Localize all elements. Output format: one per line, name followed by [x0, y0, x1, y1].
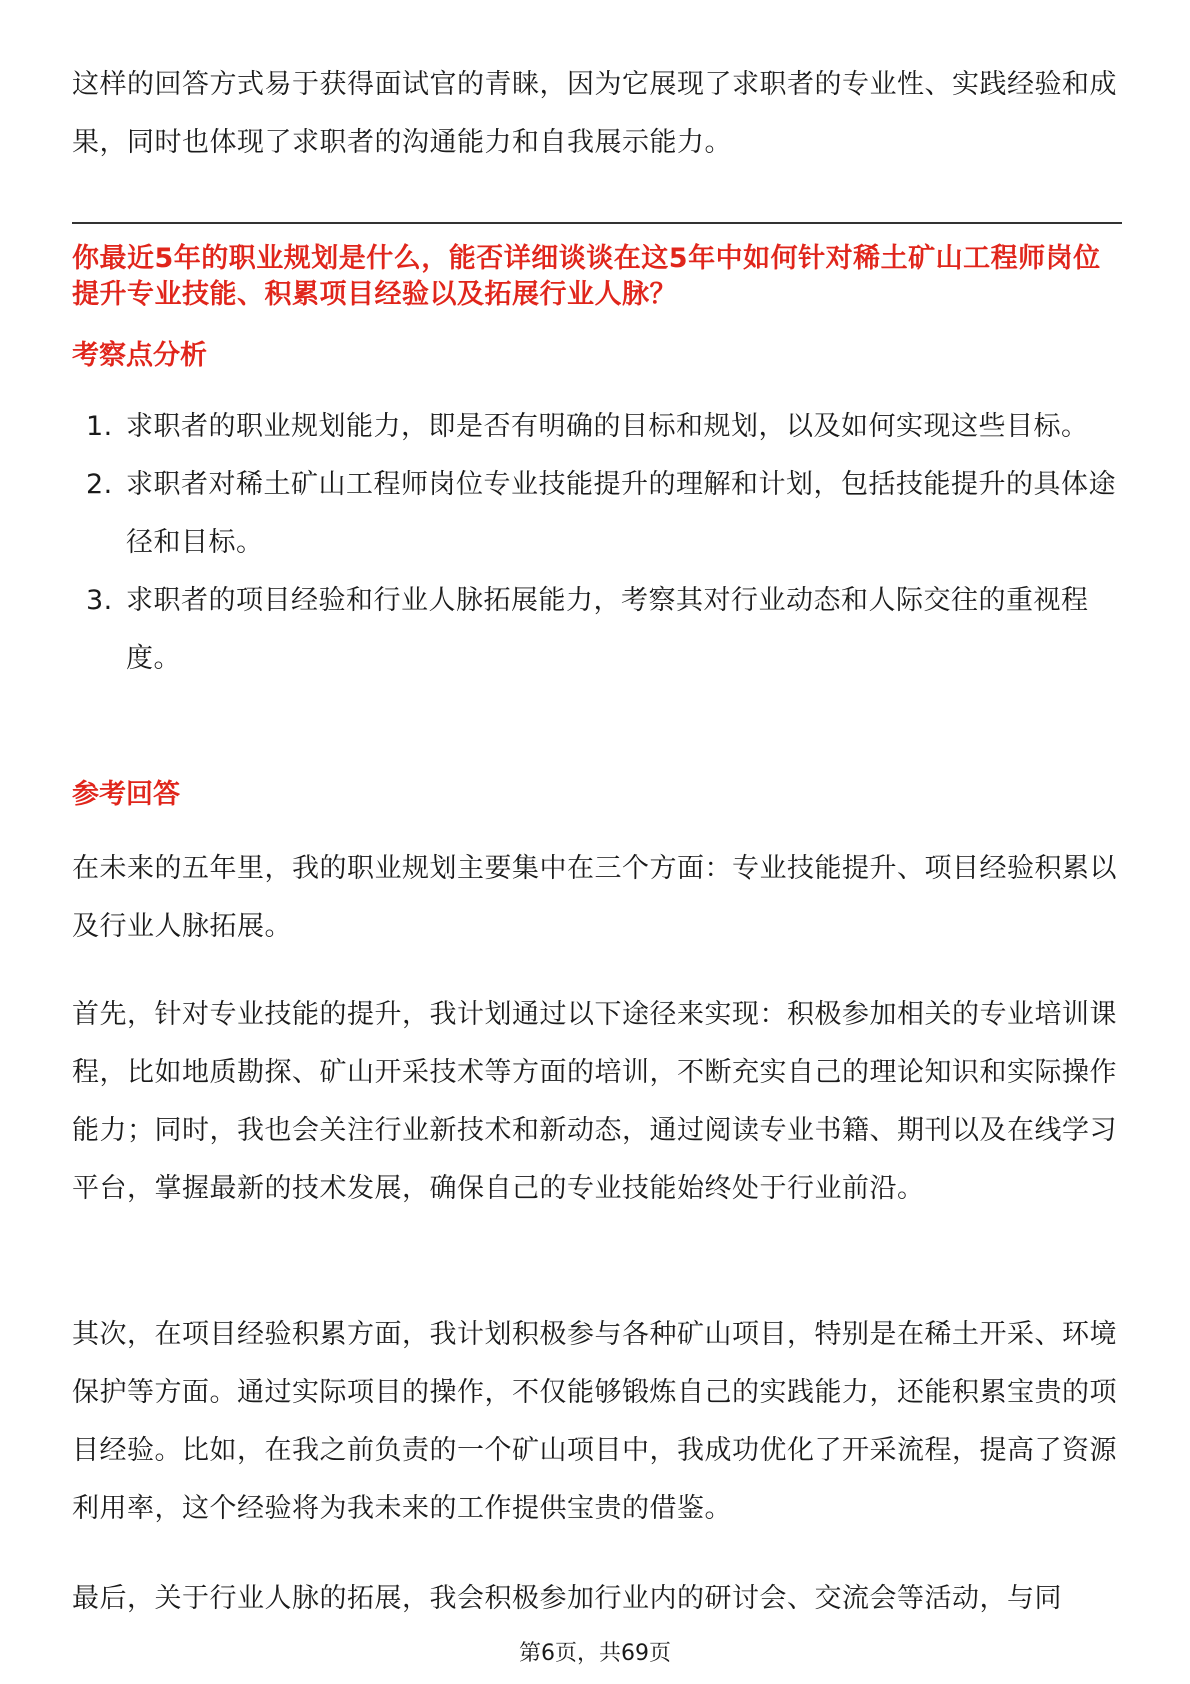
- list-item-text: 求职者的职业规划能力，即是否有明确的目标和规划，以及如何实现这些目标。: [126, 411, 1089, 442]
- list-item: [72, 572, 1122, 688]
- list-item-number: 2.: [86, 469, 113, 500]
- list-item: [72, 398, 1122, 456]
- analysis-title: 考察点分析: [72, 340, 207, 371]
- intro-paragraph: 这样的回答方式易于获得面试官的青睐，因为它展现了求职者的专业性、实践经验和成果，同时也体现了求职者的沟通能力和自我展示能力。: [72, 69, 1117, 158]
- list-item-number: 1.: [86, 411, 113, 442]
- analysis-list: [72, 398, 1122, 688]
- page-number-footer: 第6页，共69页: [519, 1641, 671, 1666]
- list-item: [72, 456, 1122, 572]
- answer-paragraph: 在未来的五年里，我的职业规划主要集中在三个方面：专业技能提升、项目经验积累以及行业人脉拓展。: [72, 853, 1117, 942]
- list-item-number: 3.: [86, 585, 113, 616]
- question-heading: 你最近5年的职业规划是什么，能否详细谈谈在这5年中如何针对稀土矿山工程师岗位提升专业技能、积累项目经验以及拓展行业人脉？: [72, 243, 1101, 310]
- answer-paragraph: 最后，关于行业人脉的拓展，我会积极参加行业内的研讨会、交流会等活动，与同: [72, 1583, 1062, 1614]
- answer-paragraph: 首先，针对专业技能的提升，我计划通过以下途径来实现：积极参加相关的专业培训课程，比如地质勘探、矿山开采技术等方面的培训，不断充实自己的理论知识和实际操作能力；同时，我也会关注行业新技术和新动态，通过阅读专业书籍、期刊以及在线学习平台，掌握最新的技术发展，确保自己的专业技能始终处于行业前沿。: [72, 999, 1117, 1204]
- answer-paragraph: 其次，在项目经验积累方面，我计划积极参与各种矿山项目，特别是在稀土开采、环境保护等方面。通过实际项目的操作，不仅能够锻炼自己的实践能力，还能积累宝贵的项目经验。比如，在我之前负责的一个矿山项目中，我成功优化了开采流程，提高了资源利用率，这个经验将为我未来的工作提供宝贵的借鉴。: [72, 1319, 1117, 1524]
- list-item-text: 求职者对稀土矿山工程师岗位专业技能提升的理解和计划，包括技能提升的具体途径和目标。: [126, 469, 1116, 558]
- answer-title: 参考回答: [72, 779, 180, 810]
- list-item-text: 求职者的项目经验和行业人脉拓展能力，考察其对行业动态和人际交往的重视程度。: [126, 585, 1089, 674]
- section-divider: [72, 222, 1122, 224]
